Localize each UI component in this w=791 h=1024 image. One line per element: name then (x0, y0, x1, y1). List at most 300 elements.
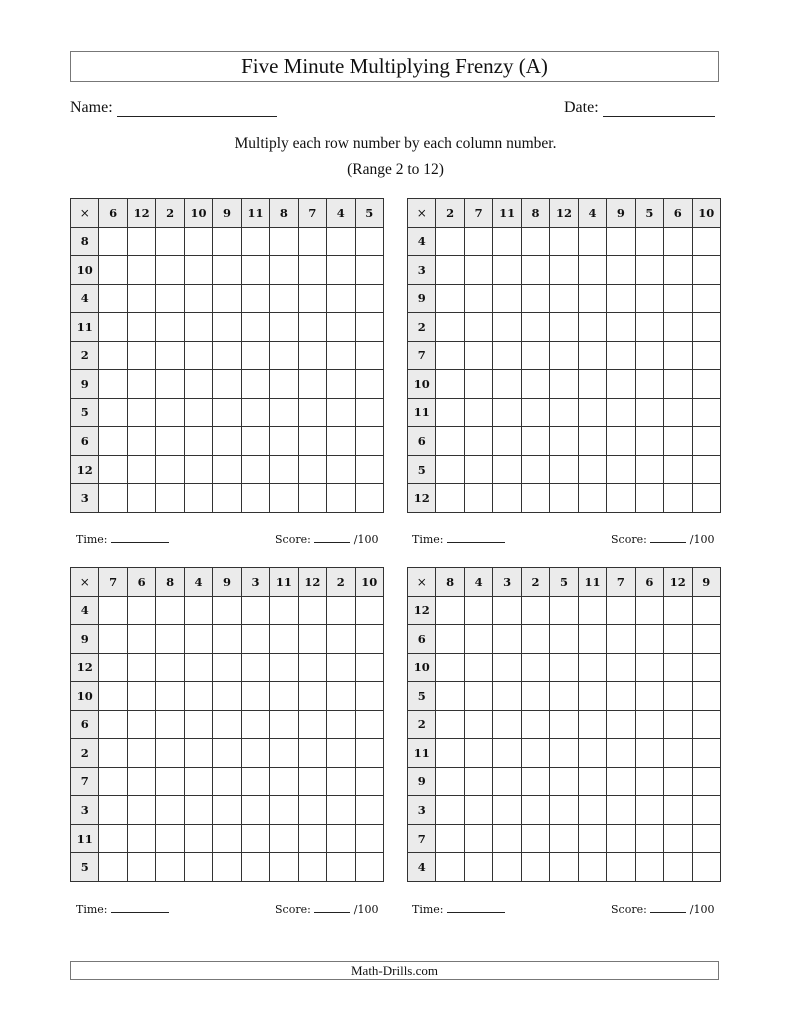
answer-cell[interactable] (327, 853, 355, 882)
answer-cell[interactable] (156, 455, 184, 484)
answer-cell[interactable] (355, 596, 383, 625)
answer-cell[interactable] (578, 767, 606, 796)
answer-cell[interactable] (635, 824, 663, 853)
answer-cell[interactable] (493, 398, 521, 427)
answer-cell[interactable] (156, 284, 184, 313)
answer-cell[interactable] (436, 596, 464, 625)
answer-cell[interactable] (692, 625, 720, 654)
answer-cell[interactable] (436, 341, 464, 370)
answer-cell[interactable] (213, 227, 241, 256)
answer-cell[interactable] (550, 370, 578, 399)
answer-cell[interactable] (298, 284, 326, 313)
answer-cell[interactable] (127, 484, 155, 513)
answer-cell[interactable] (184, 739, 212, 768)
answer-cell[interactable] (327, 739, 355, 768)
answer-cell[interactable] (184, 313, 212, 342)
answer-cell[interactable] (607, 796, 635, 825)
answer-cell[interactable] (464, 710, 492, 739)
answer-cell[interactable] (270, 341, 298, 370)
answer-cell[interactable] (464, 484, 492, 513)
answer-cell[interactable] (635, 596, 663, 625)
answer-cell[interactable] (664, 284, 692, 313)
answer-cell[interactable] (464, 625, 492, 654)
answer-cell[interactable] (213, 596, 241, 625)
answer-cell[interactable] (327, 767, 355, 796)
answer-cell[interactable] (692, 427, 720, 456)
answer-cell[interactable] (578, 427, 606, 456)
answer-cell[interactable] (355, 427, 383, 456)
answer-cell[interactable] (607, 853, 635, 882)
answer-cell[interactable] (635, 370, 663, 399)
answer-cell[interactable] (692, 739, 720, 768)
answer-cell[interactable] (550, 710, 578, 739)
answer-cell[interactable] (664, 596, 692, 625)
answer-cell[interactable] (464, 653, 492, 682)
answer-cell[interactable] (493, 427, 521, 456)
answer-cell[interactable] (355, 710, 383, 739)
answer-cell[interactable] (635, 796, 663, 825)
answer-cell[interactable] (327, 398, 355, 427)
answer-cell[interactable] (213, 484, 241, 513)
answer-cell[interactable] (578, 370, 606, 399)
answer-cell[interactable] (578, 398, 606, 427)
answer-cell[interactable] (635, 284, 663, 313)
answer-cell[interactable] (184, 653, 212, 682)
answer-cell[interactable] (550, 653, 578, 682)
answer-cell[interactable] (184, 767, 212, 796)
answer-cell[interactable] (436, 484, 464, 513)
answer-cell[interactable] (99, 455, 127, 484)
answer-cell[interactable] (607, 227, 635, 256)
answer-cell[interactable] (298, 313, 326, 342)
answer-cell[interactable] (550, 484, 578, 513)
answer-cell[interactable] (213, 710, 241, 739)
answer-cell[interactable] (327, 796, 355, 825)
answer-cell[interactable] (355, 284, 383, 313)
answer-cell[interactable] (241, 313, 269, 342)
answer-cell[interactable] (213, 653, 241, 682)
answer-cell[interactable] (156, 370, 184, 399)
answer-cell[interactable] (355, 341, 383, 370)
answer-cell[interactable] (493, 653, 521, 682)
answer-cell[interactable] (607, 455, 635, 484)
answer-cell[interactable] (127, 284, 155, 313)
answer-cell[interactable] (464, 227, 492, 256)
answer-cell[interactable] (635, 767, 663, 796)
answer-cell[interactable] (270, 370, 298, 399)
answer-cell[interactable] (270, 710, 298, 739)
answer-cell[interactable] (436, 370, 464, 399)
answer-cell[interactable] (607, 739, 635, 768)
answer-cell[interactable] (127, 710, 155, 739)
answer-cell[interactable] (156, 853, 184, 882)
answer-cell[interactable] (664, 682, 692, 711)
answer-cell[interactable] (270, 398, 298, 427)
answer-cell[interactable] (436, 313, 464, 342)
answer-cell[interactable] (692, 227, 720, 256)
answer-cell[interactable] (127, 796, 155, 825)
answer-cell[interactable] (99, 596, 127, 625)
answer-cell[interactable] (241, 796, 269, 825)
answer-cell[interactable] (127, 653, 155, 682)
answer-cell[interactable] (270, 767, 298, 796)
answer-cell[interactable] (692, 313, 720, 342)
answer-cell[interactable] (578, 596, 606, 625)
answer-cell[interactable] (521, 398, 549, 427)
answer-cell[interactable] (327, 484, 355, 513)
answer-cell[interactable] (692, 455, 720, 484)
answer-cell[interactable] (550, 398, 578, 427)
answer-cell[interactable] (664, 313, 692, 342)
answer-cell[interactable] (464, 853, 492, 882)
answer-cell[interactable] (550, 284, 578, 313)
answer-cell[interactable] (156, 398, 184, 427)
answer-cell[interactable] (493, 284, 521, 313)
answer-cell[interactable] (213, 427, 241, 456)
answer-cell[interactable] (184, 227, 212, 256)
answer-cell[interactable] (99, 767, 127, 796)
answer-cell[interactable] (692, 370, 720, 399)
answer-cell[interactable] (99, 853, 127, 882)
answer-cell[interactable] (184, 824, 212, 853)
answer-cell[interactable] (436, 796, 464, 825)
answer-cell[interactable] (436, 682, 464, 711)
answer-cell[interactable] (692, 653, 720, 682)
answer-cell[interactable] (270, 853, 298, 882)
answer-cell[interactable] (493, 824, 521, 853)
answer-cell[interactable] (550, 427, 578, 456)
answer-cell[interactable] (241, 824, 269, 853)
answer-cell[interactable] (464, 256, 492, 285)
answer-cell[interactable] (578, 227, 606, 256)
answer-cell[interactable] (692, 767, 720, 796)
answer-cell[interactable] (664, 370, 692, 399)
answer-cell[interactable] (184, 682, 212, 711)
answer-cell[interactable] (493, 710, 521, 739)
answer-cell[interactable] (355, 682, 383, 711)
answer-cell[interactable] (156, 227, 184, 256)
answer-cell[interactable] (692, 682, 720, 711)
answer-cell[interactable] (607, 824, 635, 853)
answer-cell[interactable] (521, 484, 549, 513)
answer-cell[interactable] (270, 824, 298, 853)
answer-cell[interactable] (298, 370, 326, 399)
answer-cell[interactable] (127, 853, 155, 882)
answer-cell[interactable] (127, 256, 155, 285)
answer-cell[interactable] (213, 370, 241, 399)
answer-cell[interactable] (692, 853, 720, 882)
answer-cell[interactable] (327, 256, 355, 285)
answer-cell[interactable] (550, 256, 578, 285)
answer-cell[interactable] (156, 796, 184, 825)
answer-cell[interactable] (184, 596, 212, 625)
answer-cell[interactable] (327, 455, 355, 484)
answer-cell[interactable] (607, 313, 635, 342)
answer-cell[interactable] (184, 625, 212, 654)
answer-cell[interactable] (521, 455, 549, 484)
answer-cell[interactable] (635, 710, 663, 739)
answer-cell[interactable] (355, 853, 383, 882)
answer-cell[interactable] (355, 767, 383, 796)
answer-cell[interactable] (241, 484, 269, 513)
answer-cell[interactable] (493, 370, 521, 399)
answer-cell[interactable] (298, 767, 326, 796)
answer-cell[interactable] (99, 313, 127, 342)
answer-cell[interactable] (578, 796, 606, 825)
answer-cell[interactable] (213, 767, 241, 796)
answer-cell[interactable] (298, 739, 326, 768)
answer-cell[interactable] (607, 767, 635, 796)
answer-cell[interactable] (550, 341, 578, 370)
answer-cell[interactable] (213, 824, 241, 853)
answer-cell[interactable] (241, 767, 269, 796)
answer-cell[interactable] (355, 484, 383, 513)
answer-cell[interactable] (355, 227, 383, 256)
answer-cell[interactable] (464, 370, 492, 399)
answer-cell[interactable] (578, 824, 606, 853)
answer-cell[interactable] (607, 653, 635, 682)
answer-cell[interactable] (635, 739, 663, 768)
answer-cell[interactable] (241, 710, 269, 739)
answer-cell[interactable] (184, 256, 212, 285)
answer-cell[interactable] (241, 284, 269, 313)
answer-cell[interactable] (436, 398, 464, 427)
answer-cell[interactable] (493, 739, 521, 768)
answer-cell[interactable] (270, 796, 298, 825)
answer-cell[interactable] (127, 341, 155, 370)
answer-cell[interactable] (99, 824, 127, 853)
answer-cell[interactable] (664, 767, 692, 796)
answer-cell[interactable] (607, 596, 635, 625)
answer-cell[interactable] (241, 653, 269, 682)
answer-cell[interactable] (493, 455, 521, 484)
answer-cell[interactable] (184, 370, 212, 399)
answer-cell[interactable] (241, 739, 269, 768)
answer-cell[interactable] (127, 398, 155, 427)
answer-cell[interactable] (156, 427, 184, 456)
answer-cell[interactable] (270, 455, 298, 484)
answer-cell[interactable] (464, 739, 492, 768)
answer-cell[interactable] (156, 256, 184, 285)
answer-cell[interactable] (664, 427, 692, 456)
answer-cell[interactable] (127, 455, 155, 484)
answer-cell[interactable] (127, 824, 155, 853)
answer-cell[interactable] (664, 653, 692, 682)
answer-cell[interactable] (635, 853, 663, 882)
answer-cell[interactable] (521, 824, 549, 853)
answer-cell[interactable] (607, 256, 635, 285)
answer-cell[interactable] (664, 227, 692, 256)
answer-cell[interactable] (464, 767, 492, 796)
answer-cell[interactable] (184, 427, 212, 456)
answer-cell[interactable] (298, 853, 326, 882)
answer-cell[interactable] (327, 370, 355, 399)
answer-cell[interactable] (298, 596, 326, 625)
answer-cell[interactable] (270, 313, 298, 342)
answer-cell[interactable] (184, 796, 212, 825)
answer-cell[interactable] (464, 682, 492, 711)
answer-cell[interactable] (493, 341, 521, 370)
answer-cell[interactable] (635, 341, 663, 370)
answer-cell[interactable] (550, 682, 578, 711)
answer-cell[interactable] (241, 853, 269, 882)
answer-cell[interactable] (607, 427, 635, 456)
answer-cell[interactable] (213, 341, 241, 370)
answer-cell[interactable] (298, 398, 326, 427)
answer-cell[interactable] (664, 484, 692, 513)
answer-cell[interactable] (355, 313, 383, 342)
answer-cell[interactable] (327, 227, 355, 256)
answer-cell[interactable] (298, 484, 326, 513)
answer-cell[interactable] (99, 653, 127, 682)
answer-cell[interactable] (493, 796, 521, 825)
answer-cell[interactable] (213, 682, 241, 711)
answer-cell[interactable] (127, 313, 155, 342)
answer-cell[interactable] (298, 427, 326, 456)
answer-cell[interactable] (635, 455, 663, 484)
answer-cell[interactable] (607, 284, 635, 313)
answer-cell[interactable] (607, 682, 635, 711)
answer-cell[interactable] (607, 625, 635, 654)
answer-cell[interactable] (550, 767, 578, 796)
answer-cell[interactable] (607, 398, 635, 427)
answer-cell[interactable] (184, 484, 212, 513)
answer-cell[interactable] (578, 682, 606, 711)
answer-cell[interactable] (436, 625, 464, 654)
answer-cell[interactable] (327, 284, 355, 313)
answer-cell[interactable] (355, 739, 383, 768)
answer-cell[interactable] (521, 341, 549, 370)
answer-cell[interactable] (127, 625, 155, 654)
answer-cell[interactable] (241, 227, 269, 256)
answer-cell[interactable] (692, 256, 720, 285)
answer-cell[interactable] (99, 227, 127, 256)
answer-cell[interactable] (270, 625, 298, 654)
answer-cell[interactable] (664, 455, 692, 484)
answer-cell[interactable] (241, 455, 269, 484)
answer-cell[interactable] (664, 796, 692, 825)
answer-cell[interactable] (213, 625, 241, 654)
answer-cell[interactable] (298, 625, 326, 654)
answer-cell[interactable] (298, 653, 326, 682)
answer-cell[interactable] (327, 313, 355, 342)
answer-cell[interactable] (578, 625, 606, 654)
answer-cell[interactable] (521, 853, 549, 882)
answer-cell[interactable] (270, 484, 298, 513)
answer-cell[interactable] (355, 370, 383, 399)
answer-cell[interactable] (493, 313, 521, 342)
answer-cell[interactable] (436, 455, 464, 484)
answer-cell[interactable] (436, 739, 464, 768)
answer-cell[interactable] (99, 710, 127, 739)
answer-cell[interactable] (184, 853, 212, 882)
answer-cell[interactable] (327, 596, 355, 625)
answer-cell[interactable] (156, 824, 184, 853)
answer-cell[interactable] (635, 653, 663, 682)
answer-cell[interactable] (635, 227, 663, 256)
answer-cell[interactable] (550, 824, 578, 853)
answer-cell[interactable] (464, 824, 492, 853)
answer-cell[interactable] (664, 739, 692, 768)
answer-cell[interactable] (99, 427, 127, 456)
answer-cell[interactable] (493, 853, 521, 882)
answer-cell[interactable] (127, 596, 155, 625)
answer-cell[interactable] (241, 427, 269, 456)
answer-cell[interactable] (99, 796, 127, 825)
answer-cell[interactable] (692, 484, 720, 513)
answer-cell[interactable] (99, 625, 127, 654)
answer-cell[interactable] (270, 739, 298, 768)
answer-cell[interactable] (578, 256, 606, 285)
answer-cell[interactable] (550, 596, 578, 625)
answer-cell[interactable] (156, 313, 184, 342)
answer-cell[interactable] (99, 370, 127, 399)
answer-cell[interactable] (607, 710, 635, 739)
answer-cell[interactable] (213, 853, 241, 882)
answer-cell[interactable] (184, 284, 212, 313)
answer-cell[interactable] (99, 682, 127, 711)
answer-cell[interactable] (521, 427, 549, 456)
answer-cell[interactable] (127, 739, 155, 768)
answer-cell[interactable] (578, 710, 606, 739)
answer-cell[interactable] (493, 767, 521, 796)
answer-cell[interactable] (464, 398, 492, 427)
answer-cell[interactable] (213, 284, 241, 313)
answer-cell[interactable] (635, 682, 663, 711)
answer-cell[interactable] (578, 853, 606, 882)
answer-cell[interactable] (436, 284, 464, 313)
answer-cell[interactable] (298, 341, 326, 370)
answer-cell[interactable] (692, 398, 720, 427)
answer-cell[interactable] (241, 370, 269, 399)
answer-cell[interactable] (635, 427, 663, 456)
answer-cell[interactable] (550, 625, 578, 654)
answer-cell[interactable] (355, 256, 383, 285)
answer-cell[interactable] (692, 796, 720, 825)
answer-cell[interactable] (99, 284, 127, 313)
answer-cell[interactable] (184, 710, 212, 739)
answer-cell[interactable] (550, 796, 578, 825)
answer-cell[interactable] (550, 455, 578, 484)
answer-cell[interactable] (127, 427, 155, 456)
answer-cell[interactable] (436, 653, 464, 682)
answer-cell[interactable] (156, 767, 184, 796)
answer-cell[interactable] (464, 427, 492, 456)
answer-cell[interactable] (464, 796, 492, 825)
answer-cell[interactable] (241, 398, 269, 427)
answer-cell[interactable] (355, 625, 383, 654)
answer-cell[interactable] (521, 625, 549, 654)
answer-cell[interactable] (664, 824, 692, 853)
answer-cell[interactable] (521, 370, 549, 399)
answer-cell[interactable] (355, 653, 383, 682)
answer-cell[interactable] (127, 682, 155, 711)
answer-cell[interactable] (327, 625, 355, 654)
answer-cell[interactable] (578, 653, 606, 682)
answer-cell[interactable] (464, 455, 492, 484)
answer-cell[interactable] (241, 625, 269, 654)
answer-cell[interactable] (355, 796, 383, 825)
answer-cell[interactable] (184, 341, 212, 370)
answer-cell[interactable] (550, 739, 578, 768)
answer-cell[interactable] (521, 284, 549, 313)
answer-cell[interactable] (493, 596, 521, 625)
answer-cell[interactable] (635, 313, 663, 342)
answer-cell[interactable] (464, 313, 492, 342)
answer-cell[interactable] (355, 455, 383, 484)
answer-cell[interactable] (241, 256, 269, 285)
answer-cell[interactable] (270, 682, 298, 711)
